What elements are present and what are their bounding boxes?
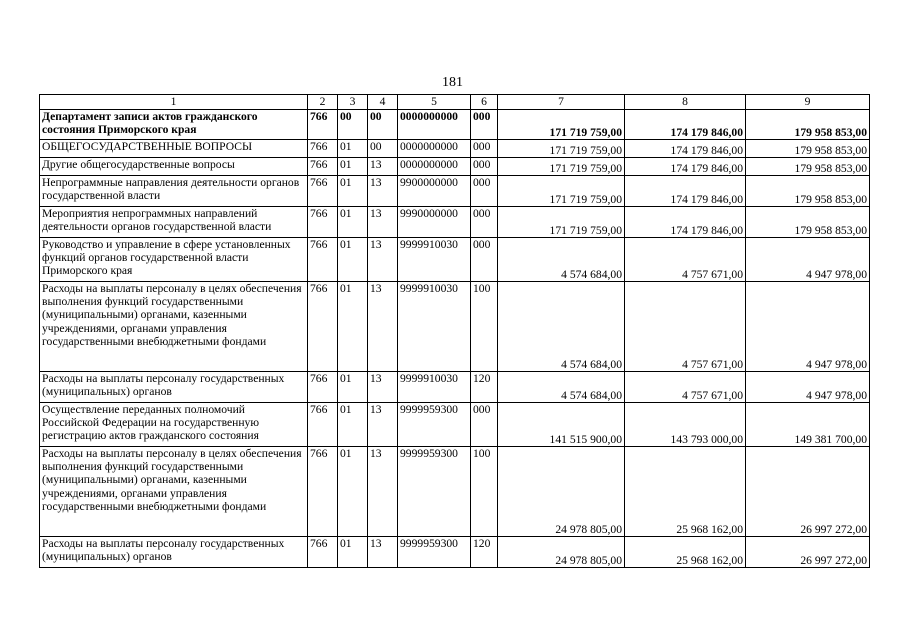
row-name: Непрограммные направления деятельности органов государственной власти [40,176,308,207]
cell-col3: 01 [338,537,368,568]
page-number: 181 [442,75,463,90]
cell-value-7: 171 719 759,00 [498,176,625,207]
table-row [40,207,870,238]
cell-col4: 00 [368,110,398,140]
cell-value-9: 179 958 853,00 [746,110,870,140]
cell-col5: 0000000000 [398,158,471,176]
table-row [40,537,870,568]
cell-value-9: 179 958 853,00 [746,176,870,207]
cell-value-7: 4 574 684,00 [498,372,625,403]
cell-col2: 766 [308,403,338,447]
cell-col5: 9990000000 [398,207,471,238]
header-cell: 9 [746,95,870,110]
cell-value-8: 4 757 671,00 [625,238,746,282]
cell-col5: 9900000000 [398,176,471,207]
header-cell: 4 [368,95,398,110]
cell-col5: 9999959300 [398,403,471,447]
cell-col3: 01 [338,140,368,158]
row-name: Расходы на выплаты персоналу государственных (муниципальных) органов [40,372,308,403]
cell-col2: 766 [308,176,338,207]
cell-col3: 01 [338,372,368,403]
cell-col3: 01 [338,238,368,282]
header-cell: 1 [40,95,308,110]
cell-col3: 01 [338,158,368,176]
cell-col5: 9999910030 [398,372,471,403]
cell-col4: 00 [368,140,398,158]
header-cell: 6 [471,95,498,110]
cell-value-7: 171 719 759,00 [498,110,625,140]
cell-col3: 01 [338,282,368,372]
cell-value-9: 179 958 853,00 [746,140,870,158]
table-row [40,403,870,447]
cell-col2: 766 [308,372,338,403]
row-name: Расходы на выплаты персоналу государственных (муниципальных) органов [40,537,308,568]
cell-value-7: 4 574 684,00 [498,282,625,372]
header-cell: 8 [625,95,746,110]
header-cell: 3 [338,95,368,110]
cell-col4: 13 [368,282,398,372]
cell-value-8: 25 968 162,00 [625,447,746,537]
cell-col6: 000 [471,140,498,158]
row-name: ОБЩЕГОСУДАРСТВЕННЫЕ ВОПРОСЫ [40,140,308,158]
table-row [40,176,870,207]
row-name: Руководство и управление в сфере установленных функций органов государственной власти Приморского края [40,238,308,282]
cell-value-7: 171 719 759,00 [498,158,625,176]
cell-value-9: 26 997 272,00 [746,537,870,568]
cell-col3: 01 [338,403,368,447]
cell-col4: 13 [368,447,398,537]
table-row [40,372,870,403]
cell-col5: 9999910030 [398,282,471,372]
cell-col2: 766 [308,537,338,568]
cell-col2: 766 [308,158,338,176]
cell-col6: 100 [471,447,498,537]
cell-col5: 9999959300 [398,447,471,537]
cell-col3: 00 [338,110,368,140]
cell-col2: 766 [308,447,338,537]
cell-value-9: 4 947 978,00 [746,282,870,372]
cell-col6: 100 [471,282,498,372]
cell-col2: 766 [308,110,338,140]
table-row [40,110,870,140]
cell-value-8: 4 757 671,00 [625,282,746,372]
header-row [40,95,870,110]
row-name: Департамент записи актов гражданского состояния Приморского края [40,110,308,140]
cell-value-9: 179 958 853,00 [746,207,870,238]
header-cell: 5 [398,95,471,110]
cell-col2: 766 [308,282,338,372]
cell-col2: 766 [308,238,338,282]
cell-value-9: 4 947 978,00 [746,372,870,403]
cell-value-8: 25 968 162,00 [625,537,746,568]
table-row [40,447,870,537]
cell-col4: 13 [368,207,398,238]
header-cell: 7 [498,95,625,110]
row-name: Другие общегосударственные вопросы [40,158,308,176]
cell-value-8: 174 179 846,00 [625,207,746,238]
cell-col6: 000 [471,207,498,238]
cell-col5: 0000000000 [398,140,471,158]
row-name: Расходы на выплаты персоналу в целях обеспечения выполнения функций государственными (муниципальными) органами, казенными учреждениями, органами управления государственными внебюджетными фондами [40,447,308,537]
header-cell: 2 [308,95,338,110]
cell-value-9: 26 997 272,00 [746,447,870,537]
cell-value-8: 174 179 846,00 [625,158,746,176]
cell-col4: 13 [368,403,398,447]
cell-col6: 000 [471,158,498,176]
cell-value-9: 179 958 853,00 [746,158,870,176]
cell-col6: 000 [471,403,498,447]
cell-value-7: 4 574 684,00 [498,238,625,282]
cell-col2: 766 [308,207,338,238]
cell-value-8: 4 757 671,00 [625,372,746,403]
cell-col6: 000 [471,176,498,207]
cell-col3: 01 [338,207,368,238]
cell-col4: 13 [368,372,398,403]
table-row [40,158,870,176]
cell-col4: 13 [368,158,398,176]
cell-col3: 01 [338,176,368,207]
cell-col4: 13 [368,537,398,568]
cell-col5: 0000000000 [398,110,471,140]
cell-col4: 13 [368,176,398,207]
cell-col6: 120 [471,537,498,568]
cell-col5: 9999910030 [398,238,471,282]
cell-value-8: 143 793 000,00 [625,403,746,447]
row-name: Расходы на выплаты персоналу в целях обеспечения выполнения функций государственными (муниципальными) органами, казенными учреждениями, органами управления государственными внебюджетными фондами [40,282,308,372]
cell-value-7: 24 978 805,00 [498,447,625,537]
cell-value-9: 4 947 978,00 [746,238,870,282]
table-row [40,140,870,158]
cell-col6: 120 [471,372,498,403]
budget-table [39,94,870,568]
row-name: Мероприятия непрограммных направлений деятельности органов государственной власти [40,207,308,238]
cell-value-8: 174 179 846,00 [625,110,746,140]
table-row [40,238,870,282]
cell-value-9: 149 381 700,00 [746,403,870,447]
row-name: Осуществление переданных полномочий Российской Федерации на государственную регистрацию актов гражданского состояния [40,403,308,447]
cell-col6: 000 [471,238,498,282]
cell-value-7: 24 978 805,00 [498,537,625,568]
cell-value-8: 174 179 846,00 [625,140,746,158]
cell-value-7: 171 719 759,00 [498,207,625,238]
cell-value-7: 171 719 759,00 [498,140,625,158]
table-row [40,282,870,372]
cell-value-8: 174 179 846,00 [625,176,746,207]
cell-col2: 766 [308,140,338,158]
cell-col5: 9999959300 [398,537,471,568]
cell-col6: 000 [471,110,498,140]
cell-value-7: 141 515 900,00 [498,403,625,447]
cell-col4: 13 [368,238,398,282]
cell-col3: 01 [338,447,368,537]
